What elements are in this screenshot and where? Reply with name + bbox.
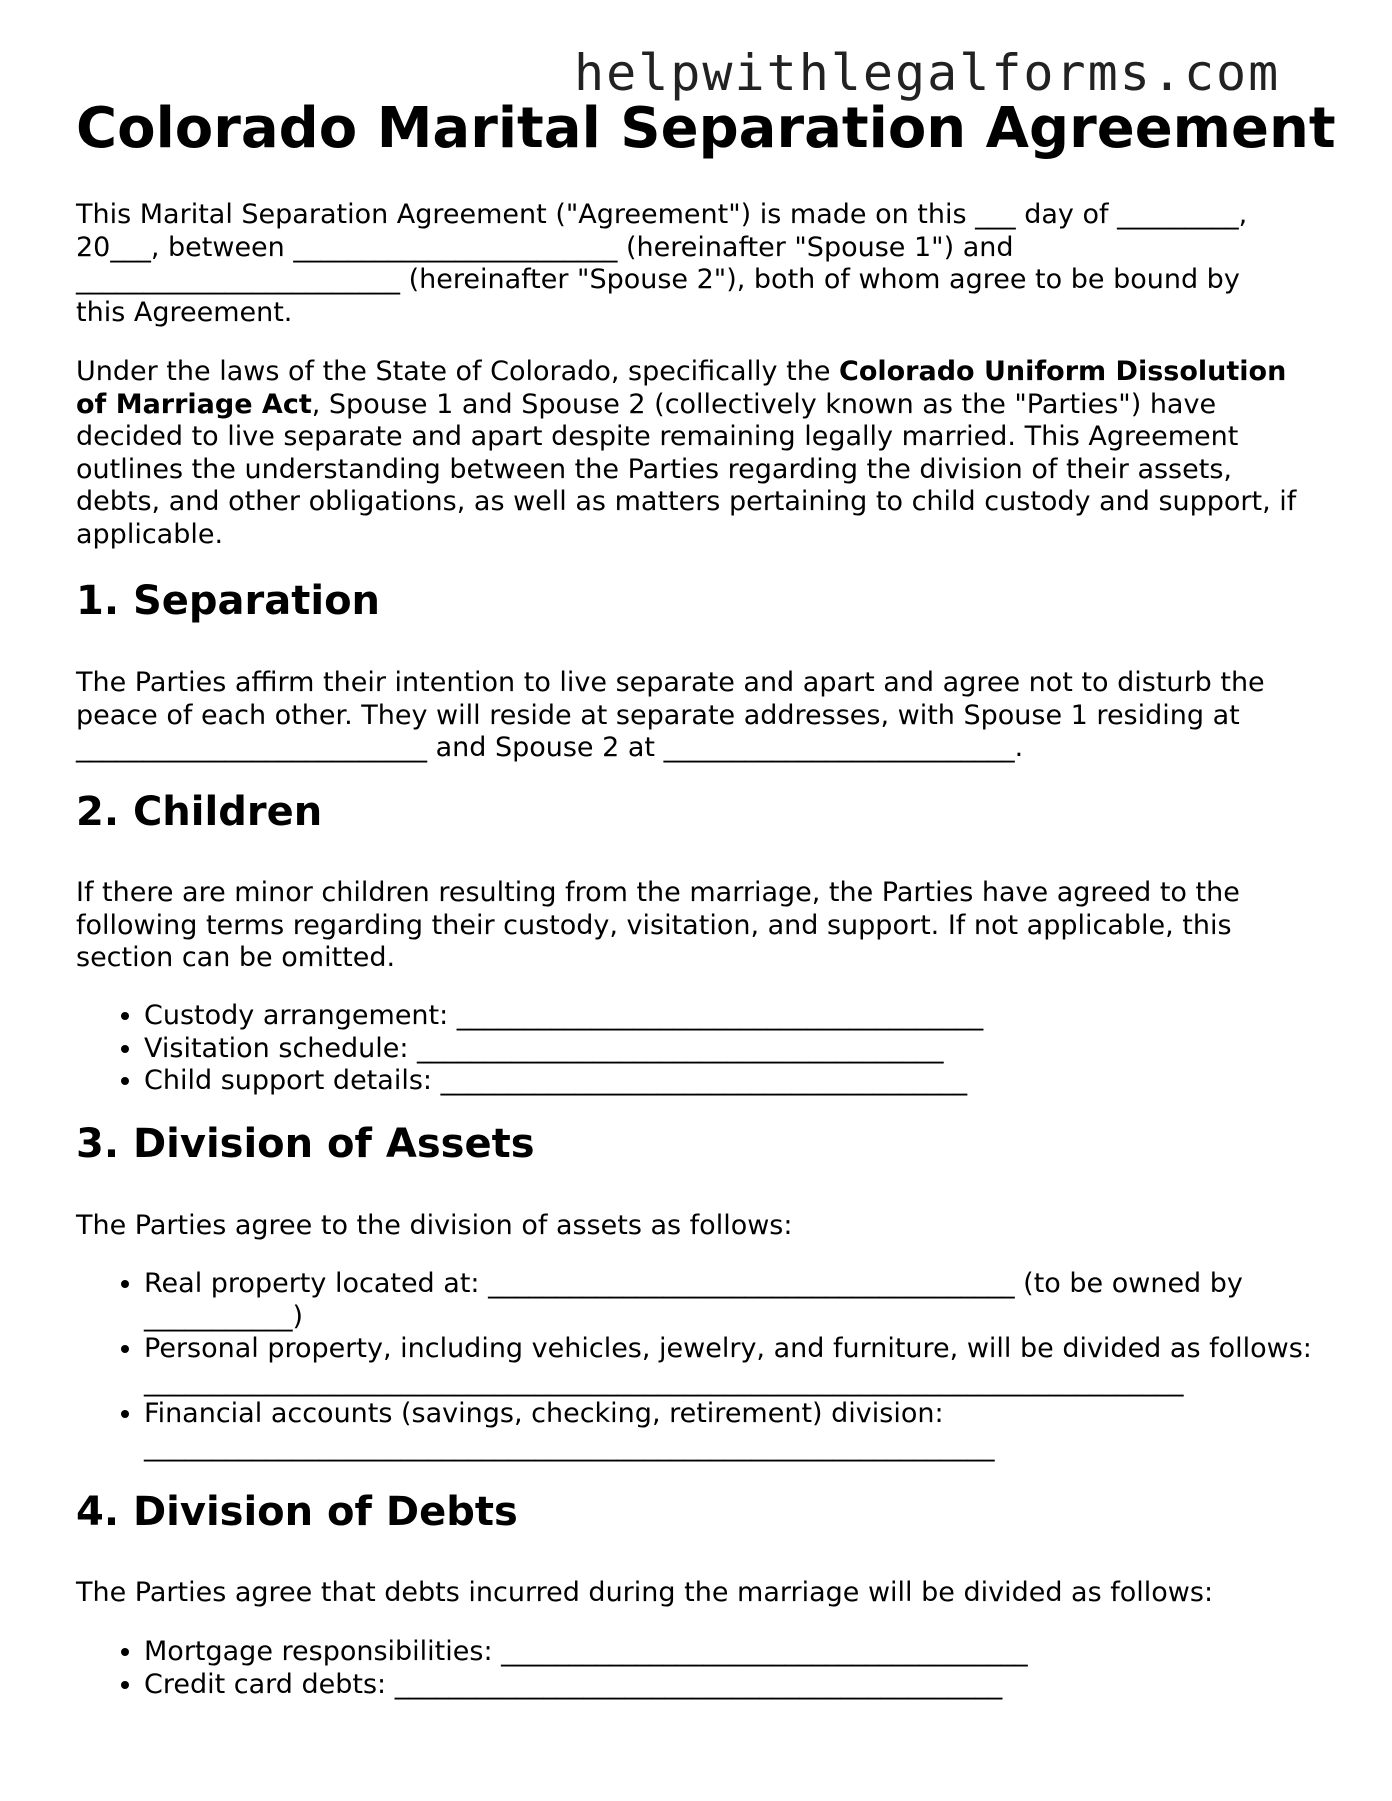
act-name: Colorado Uniform Dissolution of Marriage Act xyxy=(76,356,1287,420)
section-heading-assets: 3. Division of Assets xyxy=(76,1121,535,1167)
section-heading-children: 2. Children xyxy=(76,789,323,835)
personal-property-blank: _____________________________________________________________________________ xyxy=(144,1365,1184,1397)
document-title: Colorado Marital Separation Agreement xyxy=(76,96,1336,161)
list-item-credit-card: • Credit card debts: _____________________________________________ xyxy=(144,1669,1389,1702)
intro-line-1: This Marital Separation Agreement ("Agreement") is made on this ___ day of _________, xyxy=(76,199,1248,230)
separation-paragraph: The Parties affirm their intention to live separate and apart and agree not to disturb the peace of each other. They will reside at separate addresses, with Spouse 1 residing at __________________________ and Spouse 2 at __________________________. xyxy=(76,667,1265,763)
laws-text-before: Under the laws of the State of Colorado, specifically the xyxy=(76,356,840,387)
list-item-custody: • Custody arrangement: _______________________________________ xyxy=(144,1000,1389,1033)
intro-line-2: 20___, between ________________________ (hereinafter "Spouse 1") and xyxy=(76,231,1014,263)
personal-property-text: • Personal property, including vehicles, jewelry, and furniture, will be divided as follows: xyxy=(144,1333,1312,1364)
assets-list xyxy=(76,1268,1389,1463)
watermark: helpwithlegalforms.com xyxy=(574,44,1281,102)
list-item-visitation: • Visitation schedule: _______________________________________ xyxy=(144,1033,1389,1066)
list-item-personal-property xyxy=(144,1333,1389,1398)
section-heading-debts: 4. Division of Debts xyxy=(76,1489,518,1535)
laws-text-after: , Spouse 1 and Spouse 2 (collectively known as the "Parties") have decided to live separate and apart despite remaining legally married. This Agreement outlines the understanding between the Parties regarding the division of their assets, debts, and other obligations, as well as matters pertaining to child custody and support, if applicable. xyxy=(76,388,1297,550)
financial-accounts-blank: _______________________________________________________________ xyxy=(144,1430,995,1462)
debts-list xyxy=(76,1636,1389,1701)
section-heading-separation: 1. Separation xyxy=(76,578,381,624)
list-item-real-property: • Real property located at: _______________________________________ (to be owned by ___________) xyxy=(144,1268,1389,1333)
assets-paragraph: The Parties agree to the division of assets as follows: xyxy=(76,1210,793,1241)
intro-line-3: ________________________ (hereinafter "Spouse 2"), both of whom agree to be bound by xyxy=(76,264,1240,295)
list-item-mortgage: • Mortgage responsibilities: _______________________________________ xyxy=(144,1636,1389,1669)
list-item-financial-accounts xyxy=(144,1398,1389,1463)
debts-paragraph: The Parties agree that debts incurred during the marriage will be divided as follows: xyxy=(76,1577,1214,1608)
laws-paragraph xyxy=(76,356,1321,551)
list-item-child-support: • Child support details: _______________________________________ xyxy=(144,1065,1389,1098)
financial-accounts-text: • Financial accounts (savings, checking, retirement) division: xyxy=(144,1398,944,1429)
children-terms-list xyxy=(76,1000,1389,1098)
intro-line-4: this Agreement. xyxy=(76,296,293,328)
intro-paragraph xyxy=(76,199,1321,329)
children-paragraph: If there are minor children resulting from the marriage, the Parties have agreed to the following terms regarding their custody, visitation, and support. If not applicable, this section can be omitted. xyxy=(76,877,1240,973)
